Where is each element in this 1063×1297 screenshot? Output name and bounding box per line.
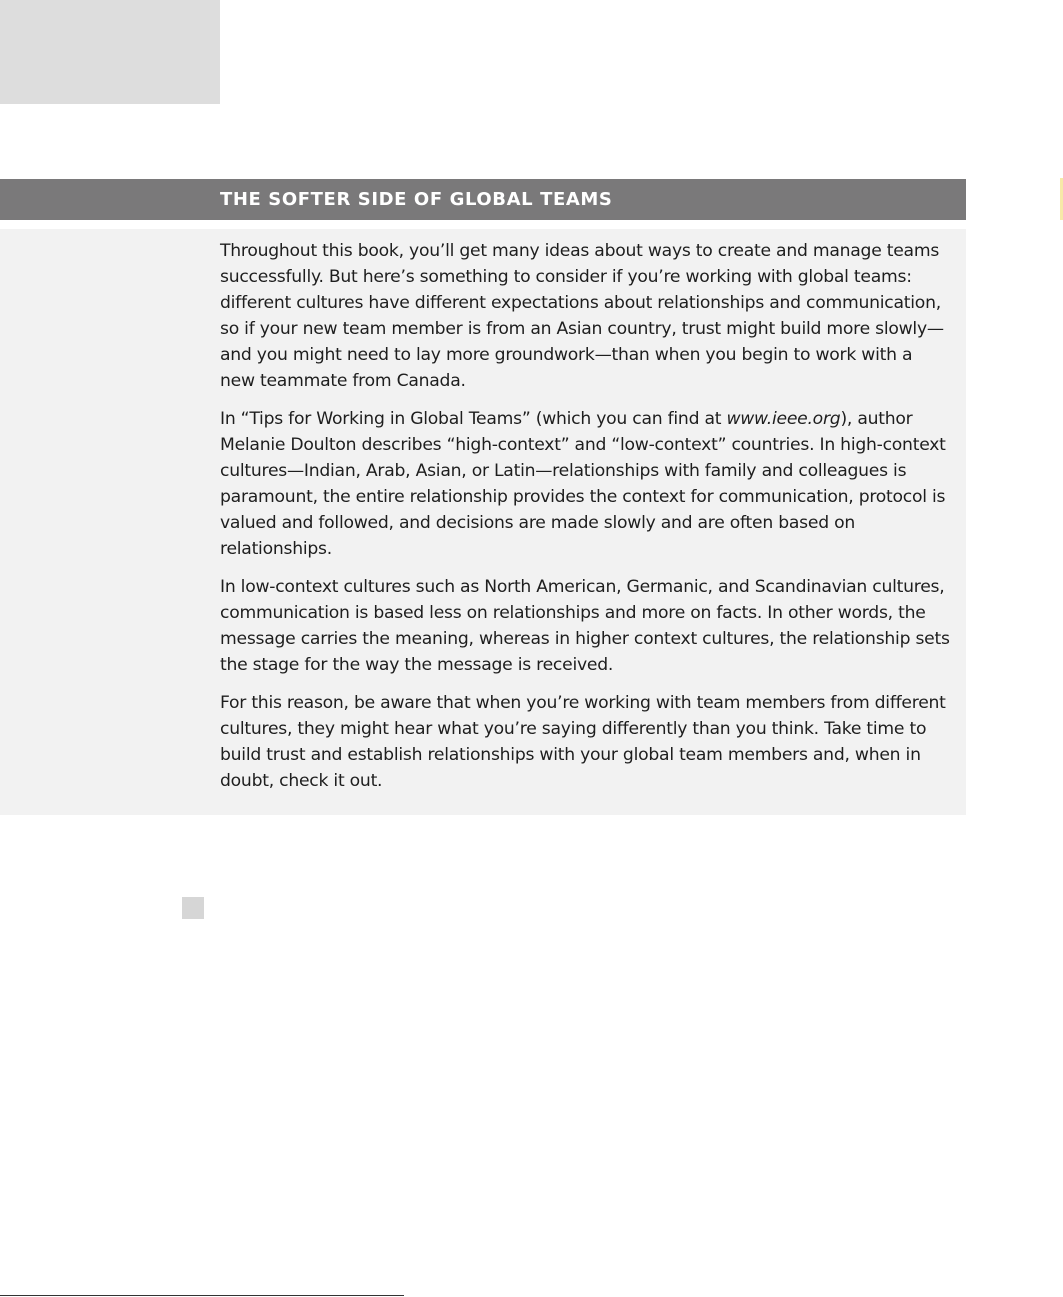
ieee-website-link: www.ieee.org bbox=[726, 409, 841, 429]
sidebar-paragraph-4: For this reason, be aware that when you’re working with team members from different cultures, they might hear what you’re saying differently than you think. Take time to build trust and establish relationships with your global team members and, when in doubt, check it out. bbox=[220, 693, 946, 791]
sidebar-header-bar bbox=[0, 179, 966, 220]
sidebar-text bbox=[220, 238, 952, 806]
sidebar-title: THE SOFTER SIDE OF GLOBAL TEAMS bbox=[220, 189, 613, 210]
paragraph-2-rest: ), author Melanie Doulton describes “high-context” and “low-context” countries. In high-context cultures—Indian, Arab, Asian, or Latin—relationships with family and colleagues is paramount, the entire relationship provides the context for communication, protocol is valued and followed, and decisions are made slowly and are often based on relationships. bbox=[220, 409, 946, 559]
paragraph-2-intro: In “Tips for Working in Global Teams” (which you can find at bbox=[220, 409, 727, 429]
sidebar-paragraph-1: Throughout this book, you’ll get many ideas about ways to create and manage teams successfully. But here’s something to consider if you’re working with global teams: different cultures have different expectations about relationships and communication, so if your new team member is from an Asian country, trust might build more slowly—and you might need to lay more groundwork—than when you begin to work with a new teammate from Canada. bbox=[220, 241, 944, 391]
section-marker-square bbox=[182, 897, 204, 919]
footer-rule bbox=[0, 1295, 404, 1296]
sidebar-paragraph-3: In low-context cultures such as North American, Germanic, and Scandinavian cultures, communication is based less on relationships and more on facts. In other words, the message carries the meaning, whereas in higher context cultures, the relationship sets the stage for the way the message is received. bbox=[220, 577, 950, 675]
corner-decoration bbox=[0, 0, 220, 104]
sidebar-paragraph-2 bbox=[220, 406, 952, 562]
sidebar-box bbox=[0, 229, 966, 815]
